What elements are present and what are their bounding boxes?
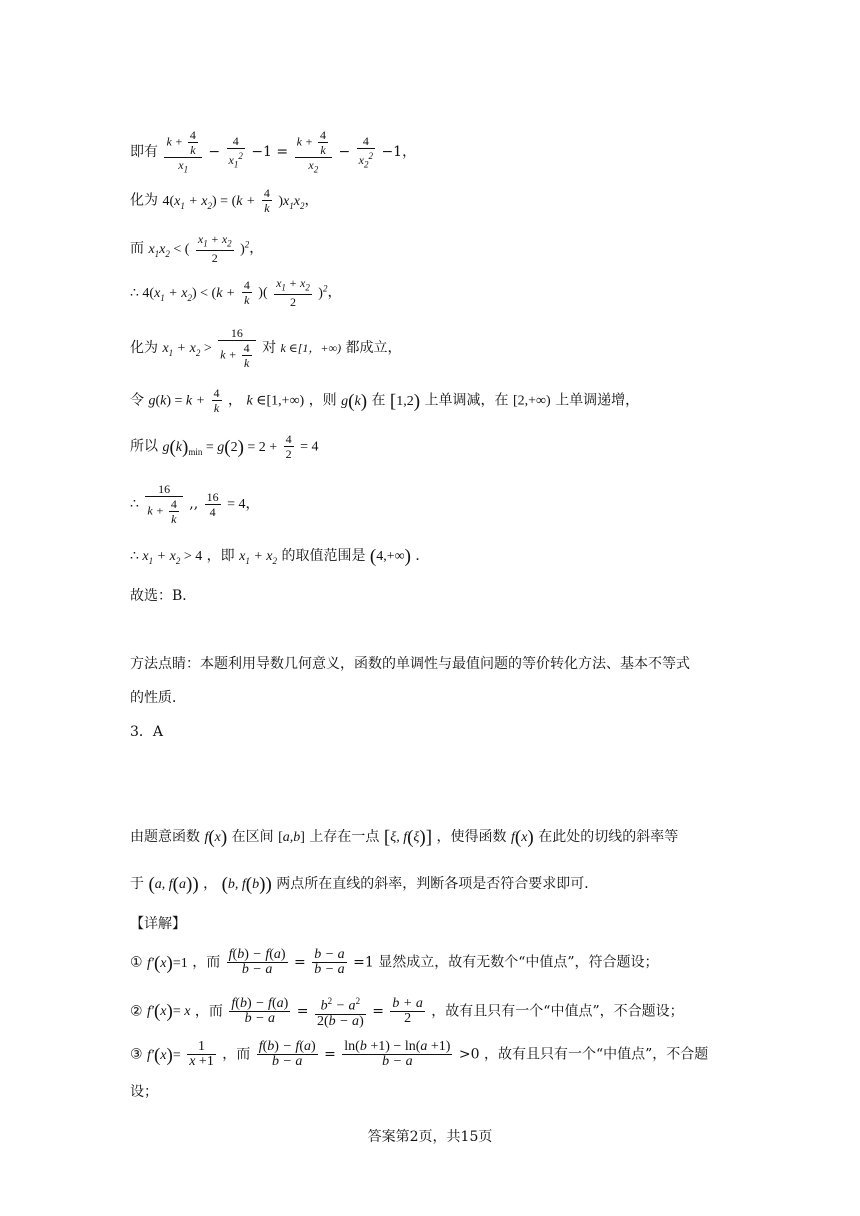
text: 化为 bbox=[130, 340, 158, 356]
text: ，而 bbox=[222, 1046, 251, 1063]
equation-line-8: ∴ 16 k + $\frac{4}{k}$ ,, $\frac{16}{4}$ = 4， bbox=[130, 482, 260, 526]
text: ． bbox=[415, 548, 430, 564]
analysis-line-1: 由题意函数 f(x) 在区间 [a,b] 上存在一点 [ξ, f(ξ)] ，使得函数 f(x) 在此处的切线的斜率等 bbox=[130, 826, 679, 848]
equation-line-9: ∴ $x_1 + x_2 > 4$ ，即 $x_1 + x_2$ 的取值范围是 (4,+∞) ． bbox=[130, 545, 430, 567]
method-note-cont: 的性质． bbox=[130, 690, 186, 706]
equation-line-1: 即有 k + $\frac{4}{k}$ $x_1$ − $\frac{4}{x_1^2}$ −1 = k + $\frac{4}{k}$ $x_2$ − $\frac{4}{x_2^2}$ −1， bbox=[130, 128, 417, 175]
text: 在区间 bbox=[231, 829, 274, 845]
equation-line-5: 化为 $x_1 + x_2$ > 16 k + $\frac{4}{k}$ 对 k ∈[1，+∞) 都成立， bbox=[130, 326, 402, 370]
case-3-cont: 设； bbox=[130, 1084, 158, 1100]
text: 在此处的切线的斜率等 bbox=[538, 829, 679, 845]
text: ，则 bbox=[308, 392, 337, 409]
text: 由题意函数 bbox=[130, 829, 200, 845]
page-footer: 答案第2页，共15页 bbox=[367, 1129, 493, 1145]
text: ③ bbox=[130, 1046, 143, 1063]
text: 于 bbox=[130, 876, 144, 892]
text: 显然成立，故有无数个“中值点”，符合题设； bbox=[378, 954, 659, 971]
equation-line-3: 而 $x_1x_2$ < ( $\frac{x_1 + x_2}{2}$ )$^2$， bbox=[130, 232, 264, 266]
case-3: ③ f′(x)= $\frac{1}{x +1}$ ，而 $\frac{f(b) - f(a)}{b - a}$ = $\frac{\ln(b +1) - \ln(a +1)}{b - a}$ >0 ，故有且只有一个“中值点”，不合题 bbox=[130, 1039, 709, 1069]
text: 上存在一点 bbox=[309, 829, 380, 845]
detail-header: 【详解】 bbox=[130, 916, 186, 932]
text: 都成立， bbox=[345, 340, 402, 356]
case-2: ② f′(x)= x ，而 $\frac{f(b) - f(a)}{b - a}$ = $\frac{b^2 - a^2}{2(b - a)}$ = $\frac{b + a}{2}$ ，故有且只有一个“中值点”，不合题设； bbox=[130, 995, 684, 1029]
analysis-line-2: 于 (a, f(a)) ， (b, f(b)) 两点所在直线的斜率，判断各项是否符合要求即可． bbox=[130, 873, 599, 895]
text: ① bbox=[130, 954, 143, 971]
equation-line-6: 令 g(k) = k + $\frac{4}{k}$ ， k ∈[1,+∞) ，则 g(k) 在 [1,2) 上单调减，在 [2,+∞) 上单调递增， bbox=[130, 386, 640, 415]
case-1: ① f′(x)=1 ，而 $\frac{f(b) - f(a)}{b - a}$ = $\frac{b - a}{b - a}$ =1 显然成立，故有无数个“中值点”，符合题设； bbox=[130, 947, 659, 977]
equation-line-7: 所以 $g(k)_{min} = g(2) = 2$ + $\frac{4}{2}$ = 4 bbox=[130, 432, 319, 461]
text: 在 bbox=[371, 392, 386, 409]
text: 的取值范围是 bbox=[281, 548, 366, 564]
text: 化为 bbox=[130, 192, 158, 209]
text: 令 bbox=[130, 392, 144, 409]
text: ，而 bbox=[192, 954, 221, 971]
text: ② bbox=[130, 1003, 143, 1020]
equation-line-2: 化为 $4(x_1 + x_2) = (k$ + $\frac{4}{k}$ )$x_1x_2$， bbox=[130, 186, 319, 215]
text: 上单调递增， bbox=[555, 392, 640, 409]
text: ， bbox=[203, 876, 218, 892]
text: 即有 bbox=[130, 144, 158, 161]
answer-line: 故选：B． bbox=[130, 588, 197, 604]
text: 两点所在直线的斜率，判断各项是否符合要求即可． bbox=[276, 876, 599, 892]
text: 对 bbox=[262, 340, 277, 356]
equation-line-4: ∴ $4(x_1 + x_2) < (k$ + $\frac{4}{k}$ )( $\frac{x_1 + x_2}{2}$ )$^2$， bbox=[130, 276, 342, 310]
text: ，而 bbox=[194, 1003, 223, 1020]
text: ，即 bbox=[206, 548, 235, 564]
text: 上单调减，在 bbox=[424, 392, 509, 409]
text: ，故有且只有一个“中值点”，不合题设； bbox=[431, 1003, 684, 1020]
method-note: 方法点睛：本题利用导数几何意义，函数的单调性与最值问题的等价转化方法、基本不等式 bbox=[130, 656, 690, 672]
text: 而 bbox=[130, 240, 144, 257]
question-number: 3．A bbox=[130, 724, 164, 740]
text: ， bbox=[227, 392, 242, 409]
text: ，故有且只有一个“中值点”，不合题 bbox=[483, 1046, 709, 1063]
text: 所以 bbox=[130, 438, 158, 455]
text: ，使得函数 bbox=[436, 829, 507, 845]
math-text: k ∈[1，+∞) bbox=[280, 341, 342, 355]
